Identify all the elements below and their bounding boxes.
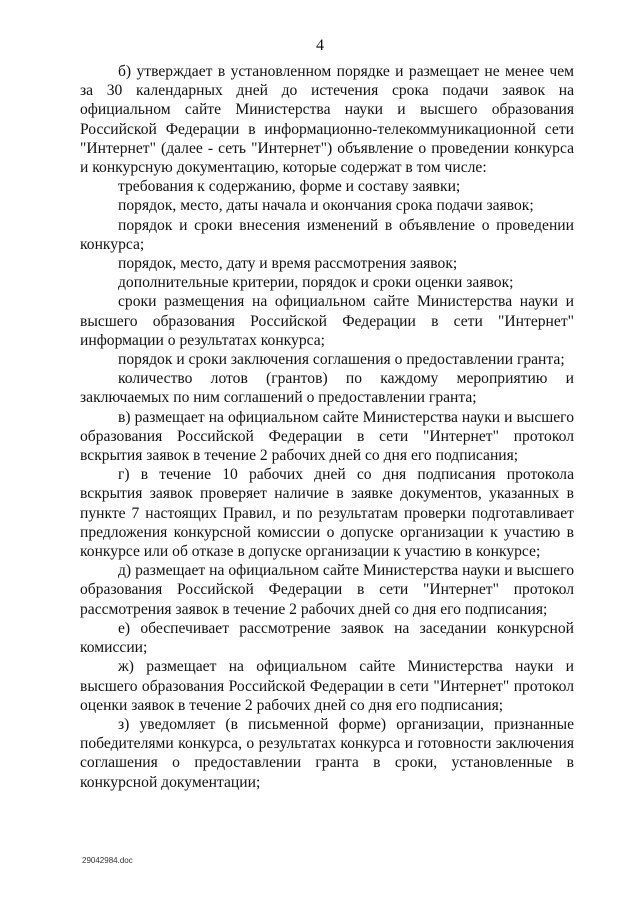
document-body [80,62,574,792]
paragraph-d-review-protocol: д) размещает на официальном сайте Министерства науки и высшего образования Российской Федерации в сети "Интернет" протокол рассмотрения заявок в течение 2 рабочих дней со дня его подписания; [80,562,574,618]
paragraph-zh-evaluation-protocol: ж) размещает на официальном сайте Министерства науки и высшего образования Российской Федерации в сети "Интернет" протокол оценки заявок в течение 2 рабочих дней со дня его подписания; [80,658,574,714]
paragraph-e-commission-meeting: е) обеспечивает рассмотрение заявок на заседании конкурсной комиссии; [80,619,574,657]
paragraph-g-document-check: г) в течение 10 рабочих дней со дня подписания протокола вскрытия заявок проверяет наличие в заявке документов, указанных в пункте 7 настоящих Правил, и по результатам проверки подготавливает предложения конкурсной комиссии о допуске организации к участию в конкурсе или об отказе в допуске организации к участию в конкурсе; [80,466,574,561]
paragraph-z-winner-notification: з) уведомляет (в письменной форме) организации, признанные победителями конкурса, о результатах конкурса и готовности заключения соглашения о предоставлении гранта в сроки, установленные в конкурсной документации; [80,715,574,791]
list-item-lots-count: количество лотов (грантов) по каждому мероприятию и заключаемых по ним соглашений о предоставлении гранта; [80,370,574,407]
paragraph-b-publish-announcement: б) утверждает в установленном порядке и размещает не менее чем за 30 календарных дней до истечения срока подачи заявок на официальном сайте Министерства науки и высшего образования Российской Федерации в информационно-телекоммуникационной сети "Интернет" (далее - сеть "Интернет") объявление о проведении конкурса и конкурсную документацию, которые содержат в том числе: [80,63,574,177]
list-item-agreement-terms: порядок и сроки заключения соглашения о предоставлении гранта; [118,351,565,369]
list-item-review-schedule: порядок, место, дату и время рассмотрения заявок; [118,255,458,273]
list-item-evaluation-criteria: дополнительные критерии, порядок и сроки оценки заявок; [118,274,514,292]
page-number: 4 [316,37,324,54]
paragraph-v-opening-protocol: в) размещает на официальном сайте Министерства науки и высшего образования Российской Федерации в сети "Интернет" протокол вскрытия заявок в течение 2 рабочих дней со дня его подписания; [80,408,574,465]
document-file-code: 29042984.doc [82,856,133,865]
list-item-submission-schedule: порядок, место, даты начала и окончания срока подачи заявок; [118,197,534,215]
list-item-results-publication: сроки размещения на официальном сайте Министерства науки и высшего образования Российской Федерации в сети "Интернет" информации о результатах конкурса; [80,293,574,349]
list-item-application-requirements: требования к содержанию, форме и составу заявки; [118,178,461,196]
list-item-announcement-changes: порядок и сроки внесения изменений в объявление о проведении конкурса; [80,216,574,253]
